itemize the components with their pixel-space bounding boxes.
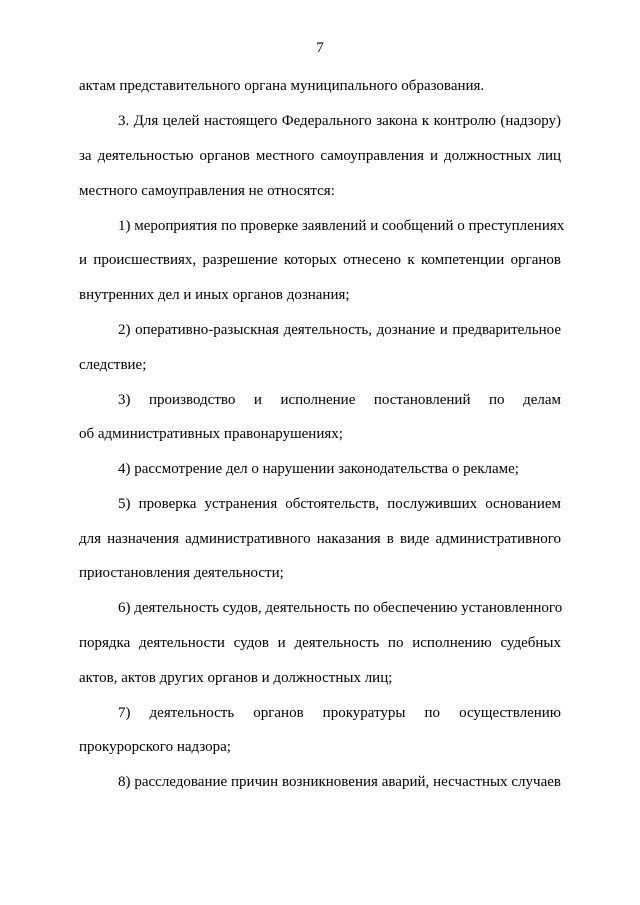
text-line: об административных правонарушениях; (79, 426, 343, 442)
text-line: следствие; (79, 357, 147, 373)
text-line: порядка деятельности судов и деятельность по исполнению судебных (79, 635, 561, 651)
text-line: 3. Для целей настоящего Федерального закона к контролю (надзору) (118, 113, 561, 129)
text-line: 7) деятельность органов прокуратуры по осуществлению (118, 705, 561, 721)
text-line: актам представительного органа муниципального образования. (79, 78, 485, 94)
text-line: для назначения административного наказания в виде административного (79, 531, 561, 547)
text-line: 4) рассмотрение дел о нарушении законодательства о рекламе; (118, 461, 519, 477)
text-line: местного самоуправления не относятся: (79, 183, 335, 199)
text-line: за деятельностью органов местного самоуправления и должностных лиц (79, 148, 561, 164)
text-line: 1) мероприятия по проверке заявлений и сообщений о преступлениях (118, 218, 565, 234)
text-line: 8) расследование причин возникновения аварий, несчастных случаев (118, 774, 561, 790)
text-line: 2) оперативно-разыскная деятельность, дознание и предварительное (118, 322, 561, 338)
text-line: внутренних дел и иных органов дознания; (79, 287, 350, 303)
text-line: 3) производство и исполнение постановлений по делам (118, 392, 561, 408)
text-line: приостановления деятельности; (79, 565, 284, 581)
text-line: прокурорского надзора; (79, 739, 231, 755)
text-line: актов, актов других органов и должностных лиц; (79, 670, 393, 686)
page-number: 7 (316, 40, 324, 56)
text-line: 6) деятельность судов, деятельность по обеспечению установленного (118, 600, 563, 616)
text-line: и происшествиях, разрешение которых отнесено к компетенции органов (79, 252, 561, 268)
text-line: 5) проверка устранения обстоятельств, послуживших основанием (118, 496, 561, 512)
